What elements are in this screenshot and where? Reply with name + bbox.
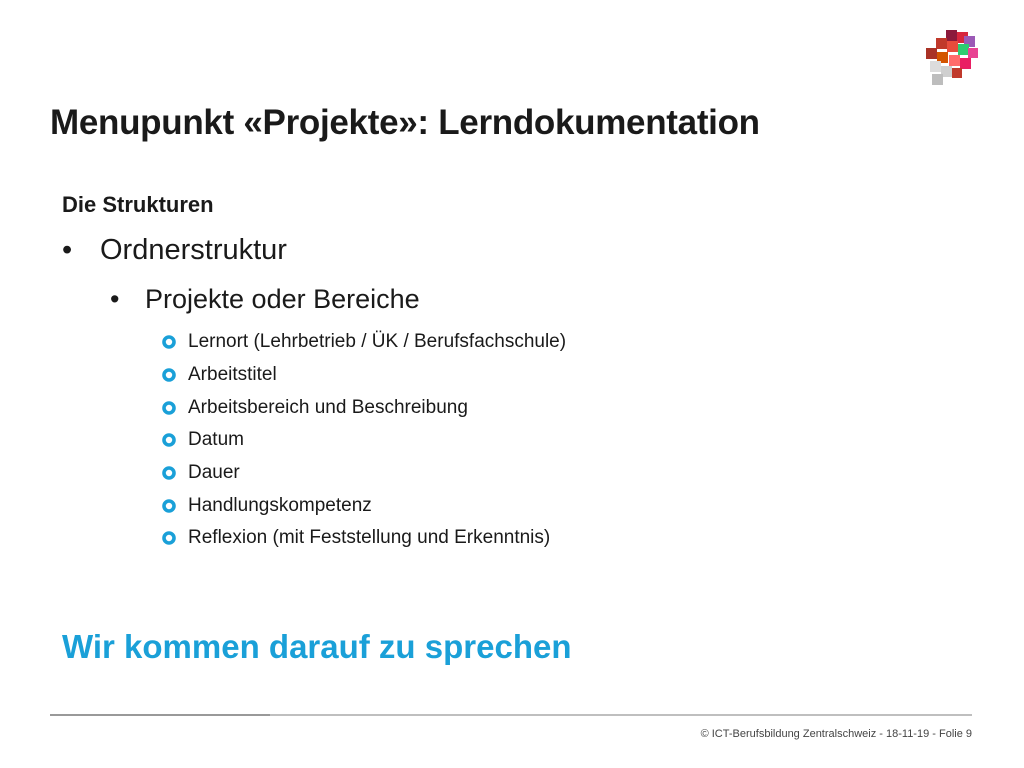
ring-bullet-icon: [162, 401, 176, 415]
ring-bullet-icon: [162, 531, 176, 545]
callout-text: Wir kommen darauf zu sprechen: [62, 628, 572, 665]
slide-title: Menupunkt «Projekte»: Lerndokumentation: [50, 103, 760, 142]
bullet-level3-list: [162, 326, 566, 555]
bullet-level1-text: Ordnerstruktur: [100, 234, 287, 266]
bullet-dot-icon: •: [62, 234, 73, 266]
list-item: Handlungskompetenz: [162, 489, 566, 522]
footer-text: © ICT-Berufsbildung Zentralschweiz - 18-11-19 - Folie 9: [700, 728, 972, 740]
bullet-dot-icon: •: [110, 284, 120, 314]
bullet-level2-text: Projekte oder Bereiche: [145, 284, 420, 314]
list-item: Datum: [162, 424, 566, 457]
list-item: Arbeitsbereich und Beschreibung: [162, 391, 566, 424]
ring-bullet-icon: [162, 368, 176, 382]
ring-bullet-icon: [162, 499, 176, 513]
footer-divider-accent: [50, 714, 270, 716]
section-subtitle: Die Strukturen: [62, 192, 214, 217]
list-item: Lernort (Lehrbetrieb / ÜK / Berufsfachschule): [162, 326, 566, 359]
ring-bullet-icon: [162, 335, 176, 349]
ring-bullet-icon: [162, 466, 176, 480]
list-item: Dauer: [162, 457, 566, 490]
bullet-level2: [110, 284, 420, 315]
list-item: Reflexion (mit Feststellung und Erkenntnis): [162, 522, 566, 555]
list-item: Arbeitstitel: [162, 359, 566, 392]
ict-logo: [920, 28, 980, 88]
ring-bullet-icon: [162, 433, 176, 447]
bullet-level1: [62, 234, 287, 267]
